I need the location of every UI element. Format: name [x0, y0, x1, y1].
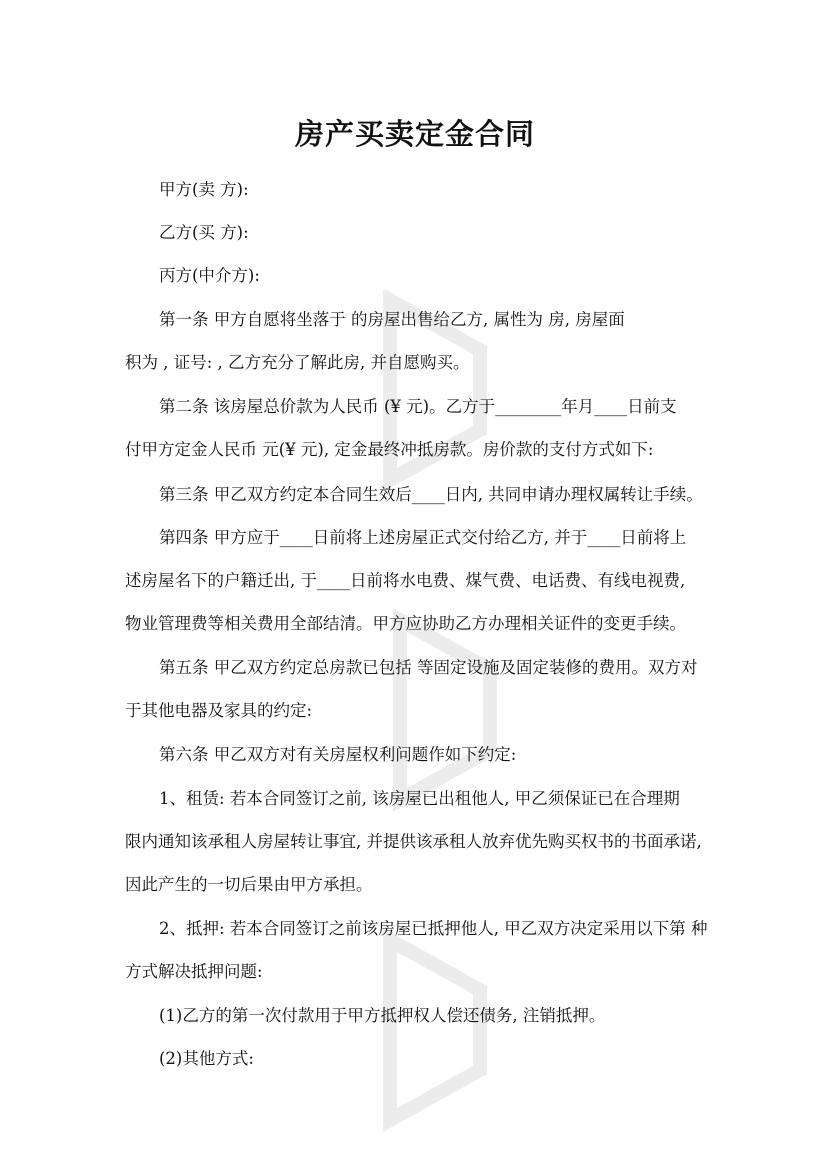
article-3-line-1: 第三条 甲乙双方约定本合同生效后____日内, 共同申请办理权属转让手续。: [159, 485, 703, 504]
article-4-line-2: 述房屋名下的户籍迁出, 于____日前将水电费、煤气费、电话费、有线电视费,: [125, 571, 686, 590]
mortgage-option-2: (2)其他方式:: [159, 1049, 254, 1068]
article-1-line-1: 第一条 甲方自愿将坐落于 的房屋出售给乙方, 属性为 房, 房屋面: [159, 310, 625, 329]
article-6-line-1: 第六条 甲乙双方对有关房屋权利问题作如下约定:: [159, 745, 517, 764]
mortgage-option-1: (1)乙方的第一次付款用于甲方抵押权人偿还债务, 注销抵押。: [159, 1006, 606, 1025]
clause-mortgage-line-1: 2、抵押: 若本合同签订之前该房屋已抵押他人, 甲乙双方决定采用以下第 种: [159, 919, 708, 938]
article-5-line-2: 于其他电器及家具的约定:: [125, 701, 313, 720]
clause-lease-line-2: 限内通知该承租人房屋转让事宜, 并提供该承租人放弃优先购买权书的书面承诺,: [125, 832, 702, 851]
article-2-line-1: 第二条 该房屋总价款为人民币 (¥ 元)。乙方于________年月____日前支: [159, 397, 677, 416]
article-4-line-3: 物业管理费等相关费用全部结清。甲方应协助乙方办理相关证件的变更手续。: [125, 614, 686, 633]
page-title: 房产买卖定金合同: [294, 117, 535, 151]
clause-lease-line-1: 1、租赁: 若本合同签订之前, 该房屋已出租他人, 甲乙须保证已在合理期: [159, 789, 680, 808]
clause-mortgage-line-2: 方式解决抵押问题:: [125, 962, 263, 981]
party-a-line: 甲方(卖 方):: [159, 180, 249, 199]
party-b-line: 乙方(买 方):: [159, 223, 249, 242]
article-1-line-2: 积为 , 证号: , 乙方充分了解此房, 并自愿购买。: [125, 353, 470, 372]
clause-lease-line-3: 因此产生的一切后果由甲方承担。: [125, 875, 373, 894]
article-4-line-1: 第四条 甲方应于____日前将上述房屋正式交付给乙方, 并于____日前将上: [159, 528, 687, 547]
article-2-line-2: 付甲方定金人民币 元(¥ 元), 定金最终冲抵房款。房价款的支付方式如下:: [125, 440, 654, 459]
article-5-line-1: 第五条 甲乙双方约定总房款已包括 等固定设施及固定装修的费用。双方对: [159, 658, 698, 677]
party-c-line: 丙方(中介方):: [159, 266, 260, 285]
